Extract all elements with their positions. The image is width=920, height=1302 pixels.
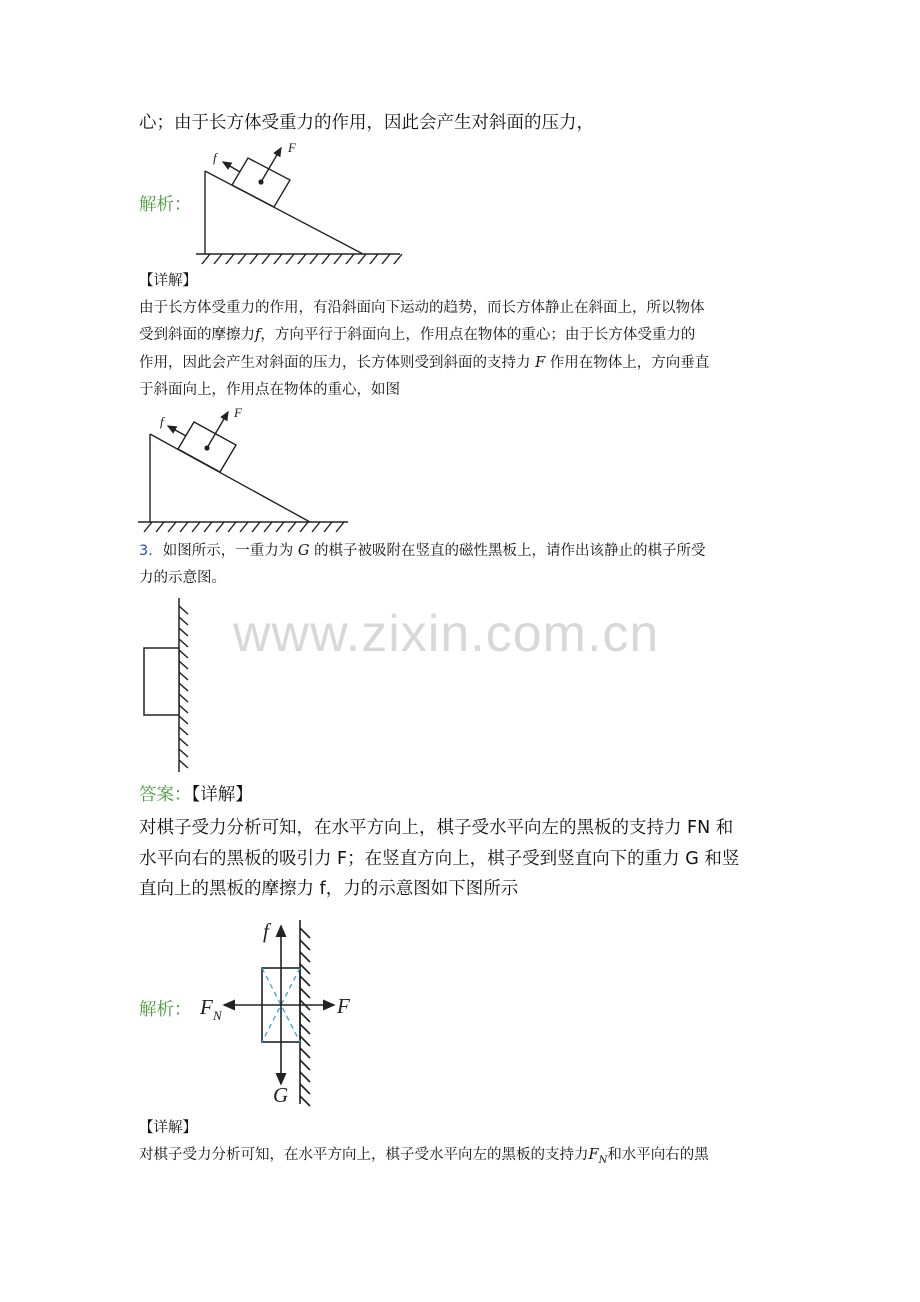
watermark: www.zixin.com.cn <box>233 605 660 663</box>
jiexi-label-2: 解析： <box>139 1000 192 1020</box>
top-line: 心；由于长方体受重力的作用，因此会产生对斜面的压力， <box>139 113 594 133</box>
question-line-1: 3．如图所示，一重力为 G 的棋子被吸附在竖直的磁性黑板上，请作出该静止的棋子所受 <box>139 543 706 559</box>
fig1-f-label: f <box>213 150 217 165</box>
answer-line: 答案：【详解】 <box>139 785 253 805</box>
force-diagram <box>196 914 366 1108</box>
fig4-f-label: f <box>263 919 269 943</box>
detail-1-line-1: 由于长方体受重力的作用，有沿斜面向下运动的趋势，而长方体静止在斜面上，所以物体 <box>139 300 705 316</box>
incline-diagram-2 <box>138 402 353 536</box>
fig4-F-label: F <box>337 994 350 1018</box>
fig4-FN-subscript: N <box>213 1008 222 1023</box>
detail-heading-1: 【详解】 <box>139 273 197 289</box>
detail-1-line-4: 于斜面向上，作用点在物体的重心，如图 <box>139 382 400 398</box>
incline-diagram-1 <box>196 138 406 268</box>
detail-heading-2: 【详解】 <box>139 1120 197 1136</box>
detail-2-line-1: 对棋子受力分析可知，在水平方向上，棋子受水平向左的黑板的支持力$F_N$和水平向右的黑 <box>139 1147 709 1166</box>
jiexi-label-1: 解析： <box>139 195 192 215</box>
fig4-FN-label: F <box>200 995 213 1019</box>
fig2-f-label: f <box>160 414 164 429</box>
fig1-F-label: F <box>288 140 296 155</box>
question-line-2: 力的示意图。 <box>139 570 226 586</box>
detail-1-line-3: 作用，因此会产生对斜面的压力，长方体则受到斜面的支持力 F 作用在物体上，方向垂直 <box>139 355 710 371</box>
board-diagram <box>140 598 196 774</box>
fig4-G-label: G <box>273 1083 289 1107</box>
answer-text-line-1: 对棋子受力分析可知，在水平方向上，棋子受水平向左的黑板的支持力 FN 和 <box>139 818 734 838</box>
answer-text-line-3: 直向上的黑板的摩擦力 f，力的示意图如下图所示 <box>139 879 519 899</box>
fig2-F-label: F <box>234 405 242 420</box>
detail-1-line-2: 受到斜面的摩擦力f，方向平行于斜面向上，作用点在物体的重心；由于长方体受重力的 <box>139 327 696 343</box>
answer-text-line-2: 水平向右的黑板的吸引力 F；在竖直方向上，棋子受到竖直向下的重力 G 和竖 <box>139 849 740 869</box>
